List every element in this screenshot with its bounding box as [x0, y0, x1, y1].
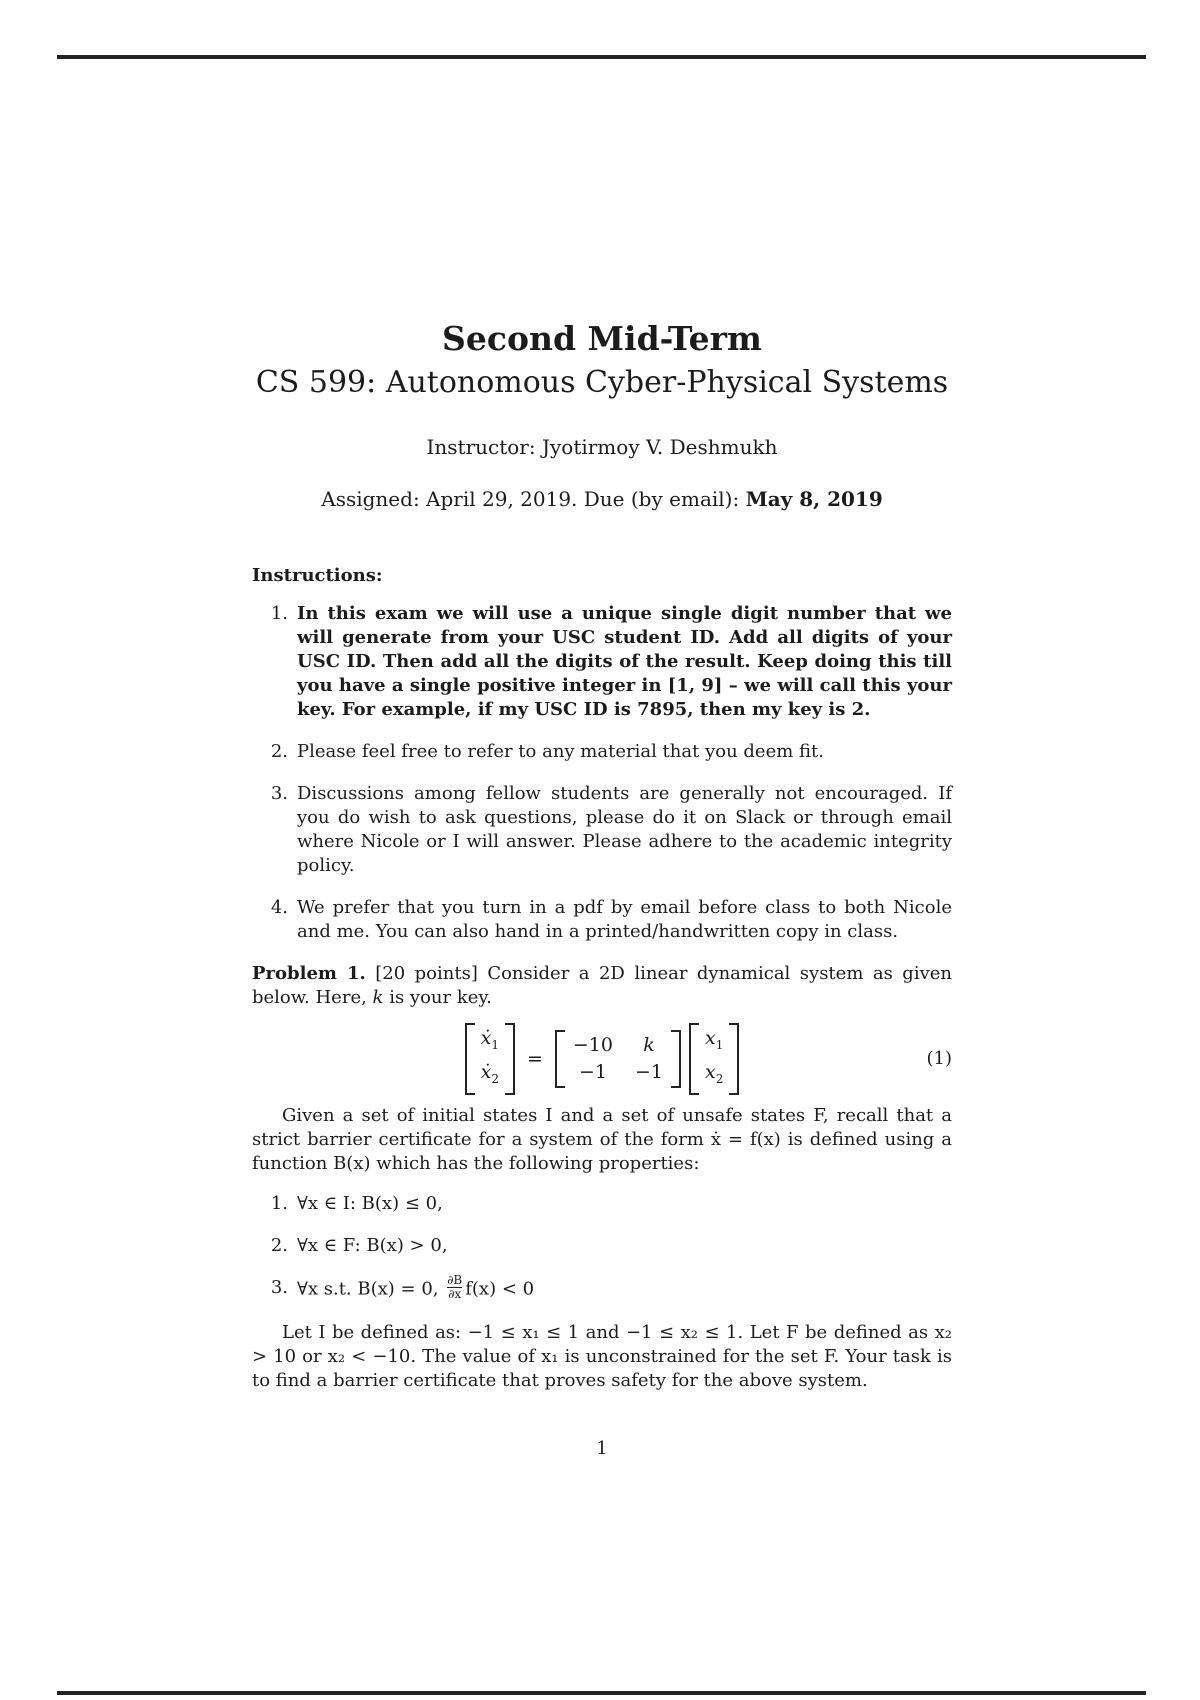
property-text: ∀x ∈ I: B(x) ≤ 0, [297, 1193, 443, 1214]
problem-label: Problem 1. [252, 963, 366, 984]
barrier-properties-list [260, 1192, 952, 1303]
course-subtitle: CS 599: Autonomous Cyber-Physical Systems [255, 365, 949, 400]
instruction-item-1 [260, 602, 952, 722]
left-bracket [689, 1023, 699, 1095]
problem-statement [252, 962, 952, 1010]
problem-intro-end: is your key. [383, 987, 492, 1008]
document-content [252, 57, 952, 1461]
property-item-3 [260, 1273, 952, 1303]
partial-derivative-fraction: $\frac{\partial B}{\partial x}$ [447, 1273, 463, 1301]
left-bracket [465, 1023, 475, 1095]
equation-body [465, 1023, 740, 1095]
instruction-item-2 [260, 740, 952, 764]
right-bracket [671, 1030, 681, 1088]
left-bracket [555, 1030, 565, 1088]
instructions-list [260, 602, 952, 944]
state-vector: $x_1$ $x_2$ [689, 1023, 739, 1095]
item-number: 4. [270, 897, 288, 918]
item-text: Please feel free to refer to any material that you deem fit. [297, 741, 824, 762]
barrier-definition-paragraph: Given a set of initial states I and a set of unsafe states F, recall that a strict barrier certificate for a system of the form ẋ = f(x) is defined using a function B(x) which has the following properties: [252, 1105, 952, 1174]
item-number: 3. [270, 1277, 288, 1298]
bottom-rule [57, 1691, 1146, 1695]
due-date: May 8, 2019 [745, 487, 883, 511]
right-bracket [505, 1023, 515, 1095]
property-text: ∀x ∈ F: B(x) > 0, [297, 1235, 448, 1256]
property-text: ∀x s.t. B(x) = 0, $\frac{\partial B}{\partial x}$ f(x) < 0 [297, 1273, 535, 1301]
item-text: We prefer that you turn in a pdf by email before class to both Nicole and me. You can also hand in a printed/handwritten copy in class. [297, 897, 952, 942]
equals-sign: = [526, 1048, 543, 1070]
property-item-1 [260, 1192, 952, 1216]
item-number: 2. [270, 1235, 288, 1256]
item-number: 1. [270, 603, 288, 624]
key-symbol: k [372, 987, 384, 1008]
right-bracket [729, 1023, 739, 1095]
item-number: 3. [270, 783, 288, 804]
instruction-item-4 [260, 896, 952, 944]
instructor-line: Instructor: Jyotirmoy V. Deshmukh [426, 435, 778, 459]
assigned-prefix: Assigned: April 29, 2019. Due (by email): [321, 487, 746, 511]
task-paragraph: Let I be defined as: −1 ≤ x₁ ≤ 1 and −1 ≤ x₂ ≤ 1. Let F be defined as x₂ > 10 or x₂ < −10. The value of x₁ is unconstrained for the set F. Your task is to find a barrier certificate that proves safety for the above system. [252, 1322, 952, 1391]
item-number: 2. [270, 741, 288, 762]
property-item-2 [260, 1234, 952, 1258]
item-text: In this exam we will use a unique single digit number that we will generate from your USC student ID. Add all digits of your USC ID. Then add all the digits of the result. Keep doing this till you have a single positive integer in [1, 9] – we will call this your key. For example, if my USC ID is 7895, then my key is 2. [297, 603, 952, 720]
system-matrix: −10 −1 k −1 [555, 1030, 681, 1088]
item-text: Discussions among fellow students are generally not encouraged. If you do wish to ask questions, please do it on Slack or through email where Nicole or I will answer. Please adhere to the academic integrity policy. [297, 783, 952, 876]
dynamics-equation [252, 1026, 952, 1092]
instruction-item-3 [260, 782, 952, 878]
exam-title: Second Mid-Term [442, 319, 762, 358]
problem-intro: [20 points] Consider a 2D linear dynamical system as given below. Here, [252, 963, 952, 1008]
item-number: 1. [270, 1193, 288, 1214]
assigned-line [252, 486, 952, 512]
page-number: 1 [596, 1438, 608, 1459]
equation-number: (1) [926, 1048, 952, 1069]
instructions-heading: Instructions: [252, 565, 383, 586]
state-derivative-vector: ẋ$_1$ ẋ$_2$ [465, 1023, 515, 1095]
